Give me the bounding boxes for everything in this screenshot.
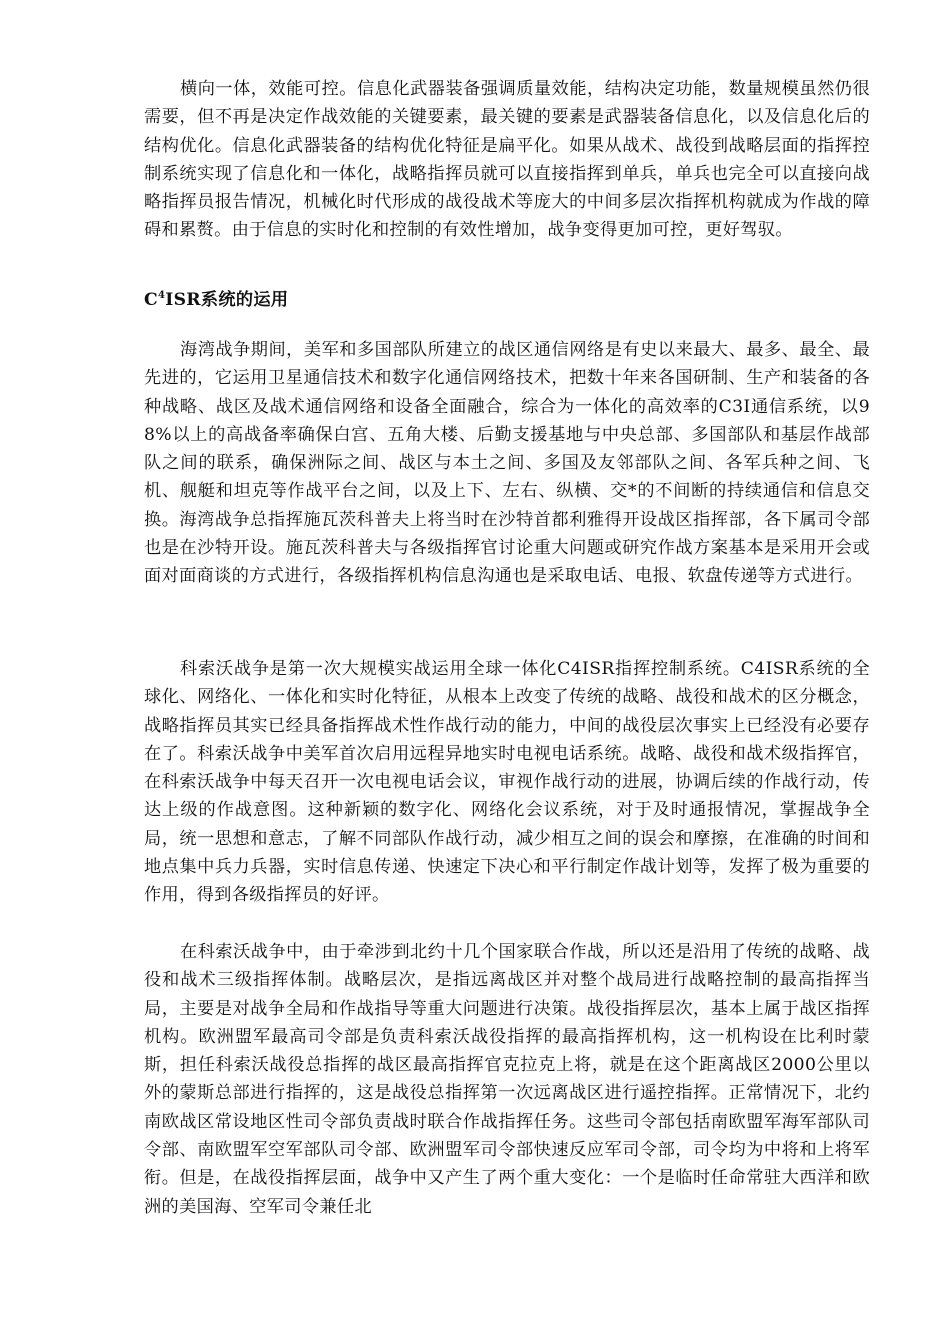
paragraph-2: 海湾战争期间，美军和多国部队所建立的战区通信网络是有史以来最大、最多、最全、最先进的，它运用卫星通信技术和数字化通信网络技术，把数十年来各国研制、生产和装备的各种战略、战区及战术通信网络和设备全面融合，综合为一体化的高效率的C3I通信系统，以98%以上的高战备率确保白宫、五角大楼、后勤支援基地与中央总部、多国部队和基层作战部队之间的联系，确保洲际之间、战区与本土之间、多国及友邻部队之间、各军兵种之间、飞机、舰艇和坦克等作战平台之间，以及上下、左右、纵横、交*的不间断的持续通信和信息交换。海湾战争总指挥施瓦茨科普夫上将当时在沙特首都利雅得开设战区指挥部，各下属司令部也是在沙特开设。施瓦茨科普夫与各级指挥官讨论重大问题或研究作战方案基本是采用开会或面对面商谈的方式进行，各级指挥机构信息沟通也是采取电话、电报、软盘传递等方式进行。 (144, 340, 870, 587)
section-heading (144, 282, 288, 314)
heading-rest: ISR系统的运用 (165, 290, 289, 310)
paragraph-1: 横向一体，效能可控。信息化武器装备强调质量效能，结构决定功能，数量规模虽然仍很需要，但不再是决定作战效能的关键要素，最关键的要素是武器装备信息化，以及信息化后的结构优化。信息化武器装备的结构优化特征是扁平化。如果从战术、战役到战略层面的指挥控制系统实现了信息化和一体化，战略指挥员就可以直接指挥到单兵，单兵也完全可以直接向战略指挥员报告情况，机械化时代形成的战役战术等庞大的中间多层次指挥机构就成为作战的障碍和累赘。由于信息的实时化和控制的有效性增加，战争变得更加可控，更好驾驭。 (144, 79, 870, 241)
paragraph-3: 科索沃战争是第一次大规模实战运用全球一体化C4ISR指挥控制系统。C4ISR系统的全球化、网络化、一体化和实时化特征，从根本上改变了传统的战略、战役和战术的区分概念，战略指挥员其实已经具备指挥战术性作战行动的能力，中间的战役层次事实上已经没有必要存在了。科索沃战争中美军首次启用远程异地实时电视电话系统。战略、战役和战术级指挥官，在科索沃战争中每天召开一次电视电话会议，审视作战行动的进展，协调后续的作战行动，传达上级的作战意图。这种新颖的数字化、网络化会议系统，对于及时通报情况，掌握战争全局，统一思想和意志，了解不同部队作战行动，减少相互之间的误会和摩擦，在准确的时间和地点集中兵力兵器，实时信息传递、快速定下决心和平行制定作战计划等，发挥了极为重要的作用，得到各级指挥员的好评。 (144, 659, 870, 906)
heading-prefix: C (144, 290, 158, 310)
heading-superscript: 4 (157, 290, 166, 301)
paragraph-4: 在科索沃战争中，由于牵涉到北约十几个国家联合作战，所以还是沿用了传统的战略、战役和战术三级指挥体制。战略层次，是指远离战区并对整个战局进行战略控制的最高指挥当局，主要是对战争全局和作战指导等重大问题进行决策。战役指挥层次，基本上属于战区指挥机构。欧洲盟军最高司令部是负责科索沃战役指挥的最高指挥机构，这一机构设在比利时蒙斯，担任科索沃战役总指挥的战区最高指挥官克拉克上将，就是在这个距离战区2000公里以外的蒙斯总部进行指挥的，这是战役总指挥第一次远离战区进行遥控指挥。正常情况下，北约南欧战区常设地区性司令部负责战时联合作战指挥任务。这些司令部包括南欧盟军海军部队司令部、南欧盟军空军部队司令部、欧洲盟军司令部快速反应军司令部，司令均为中将和上将军衔。但是，在战役指挥层面，战争中又产生了两个重大变化：一个是临时任命常驻大西洋和欧洲的美国海、空军司令兼任北 (144, 942, 870, 1217)
